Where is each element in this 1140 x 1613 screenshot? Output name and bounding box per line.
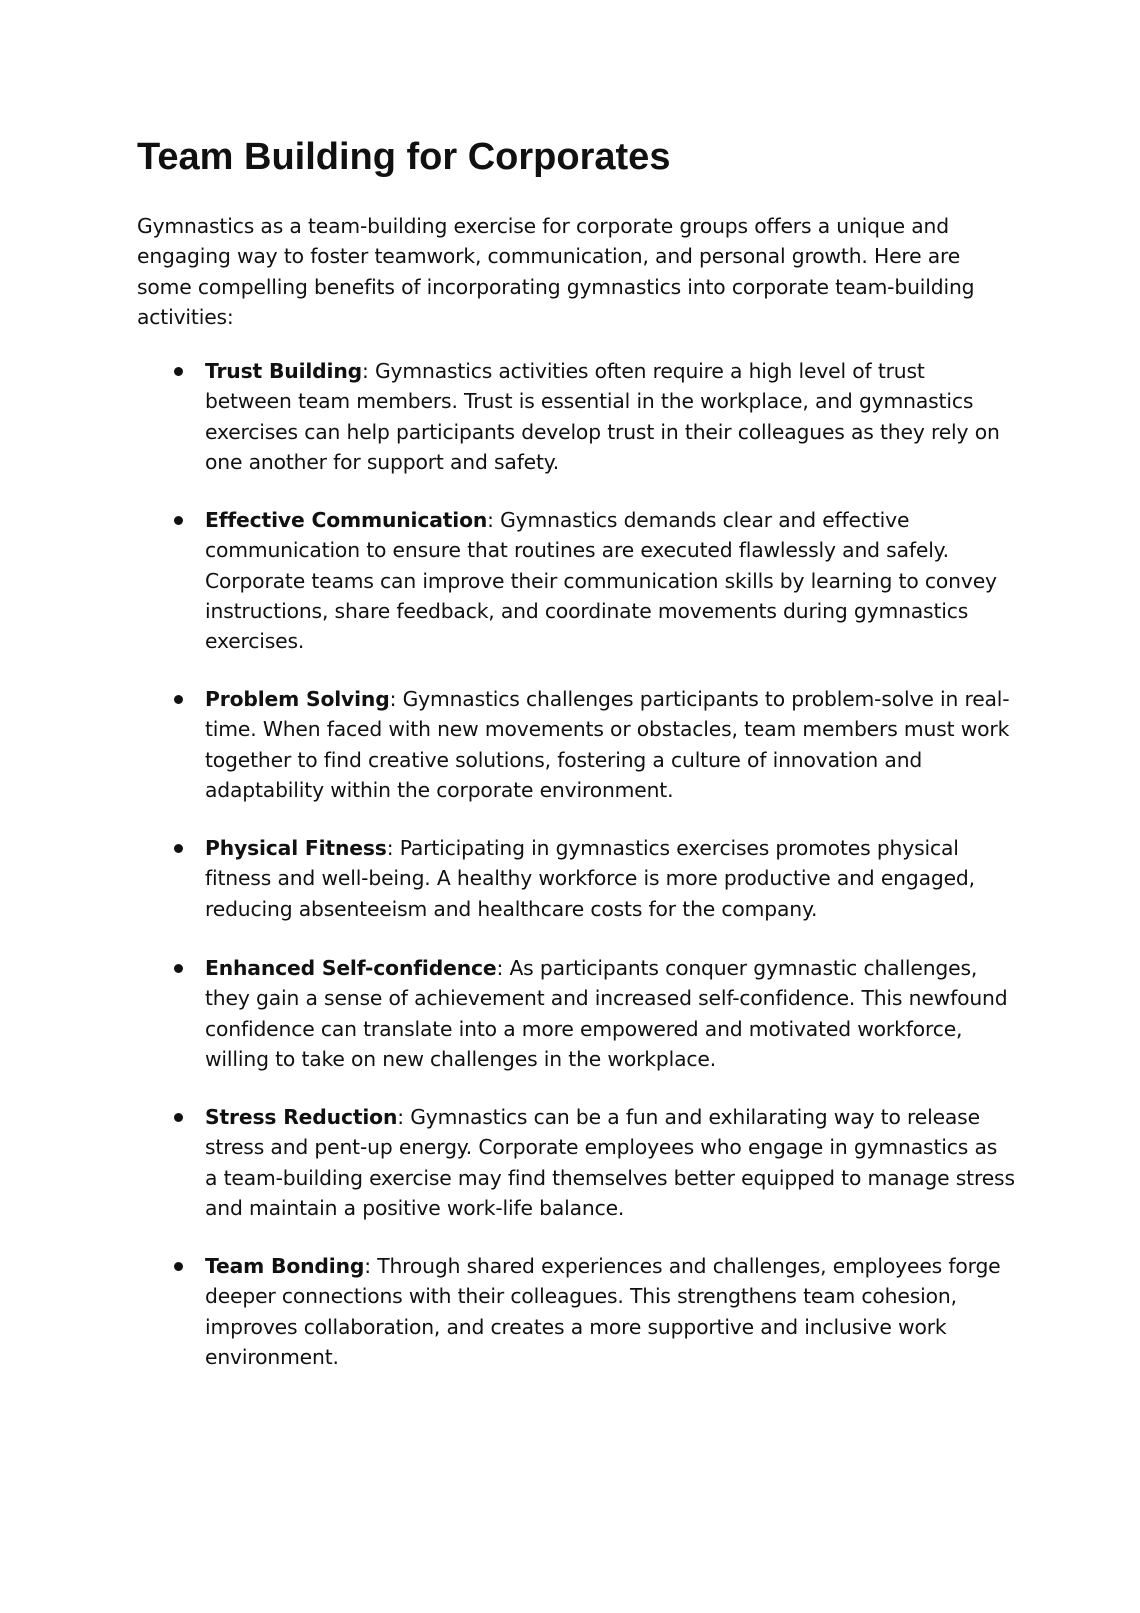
benefit-team-bonding — [205, 1251, 1015, 1372]
benefit-separator: : — [496, 956, 510, 980]
benefit-term: Stress Reduction — [205, 1105, 398, 1129]
bullet-icon — [174, 695, 183, 704]
benefit-text: Gymnastics activities often require a high level of trust between team members. Trust is essential in the workplace, and gymnastics exercises can help participants develop trust in their colleagues as they rely on one another for support and safety. — [205, 359, 1000, 474]
benefit-term: Effective Communication — [205, 508, 488, 532]
benefit-separator: : — [397, 1105, 411, 1129]
benefit-term: Team Bonding — [205, 1254, 365, 1278]
benefit-term: Trust Building — [205, 359, 362, 383]
benefit-separator: : — [487, 508, 501, 532]
benefit-enhanced-self-confidence — [205, 953, 1015, 1074]
benefit-term: Physical Fitness — [205, 836, 387, 860]
benefit-term: Enhanced Self-confidence — [205, 956, 497, 980]
benefit-text: Participating in gymnastics exercises promotes physical fitness and well-being. A healthy workforce is more productive and engaged, reducing absenteeism and healthcare costs for the company. — [205, 836, 975, 921]
intro-paragraph: Gymnastics as a team-building exercise for corporate groups offers a unique and engaging way to foster teamwork, communication, and personal growth. Here are some compelling benefits of incorporating gymnastics into corporate team-building activities: — [137, 214, 975, 329]
benefit-stress-reduction — [205, 1102, 1015, 1223]
bullet-icon — [174, 1113, 183, 1122]
page-title: Team Building for Corporates — [137, 136, 671, 178]
benefit-text: Gymnastics demands clear and effective communication to ensure that routines are executed flawlessly and safely. Corporate teams can improve their communication skills by learning to convey instructions, share feedback, and coordinate movements during gymnastics exercises. — [205, 508, 997, 654]
benefit-trust-building — [205, 356, 1015, 477]
benefit-physical-fitness — [205, 833, 1015, 924]
benefit-separator: : — [362, 359, 375, 383]
benefit-separator: : — [389, 687, 403, 711]
benefit-separator: : — [364, 1254, 378, 1278]
bullet-icon — [174, 516, 183, 525]
bullet-icon — [174, 964, 183, 973]
benefit-text: Through shared experiences and challenges, employees forge deeper connections with their colleagues. This strengthens team cohesion, improves collaboration, and creates a more supportive and inclusive work environment. — [205, 1254, 1001, 1369]
benefit-text: Gymnastics challenges participants to problem-solve in real-time. When faced with new movements or obstacles, team members must work together to find creative solutions, fostering a culture of innovation and adaptability within the corporate environment. — [205, 687, 1010, 802]
bullet-icon — [174, 1262, 183, 1271]
bullet-icon — [174, 367, 183, 376]
benefit-text: As participants conquer gymnastic challenges, they gain a sense of achievement and increased self-confidence. This newfound confidence can translate into a more empowered and motivated workforce, willing to take on new challenges in the workplace. — [205, 956, 1008, 1071]
benefit-effective-communication — [205, 505, 1015, 656]
bullet-icon — [174, 844, 183, 853]
benefit-term: Problem Solving — [205, 687, 390, 711]
benefit-text: Gymnastics can be a fun and exhilarating way to release stress and pent-up energy. Corporate employees who engage in gymnastics as a team-building exercise may find themselves better equipped to manage stress and maintain a positive work-life balance. — [205, 1105, 1015, 1220]
benefit-separator: : — [386, 836, 400, 860]
benefit-problem-solving — [205, 684, 1015, 805]
